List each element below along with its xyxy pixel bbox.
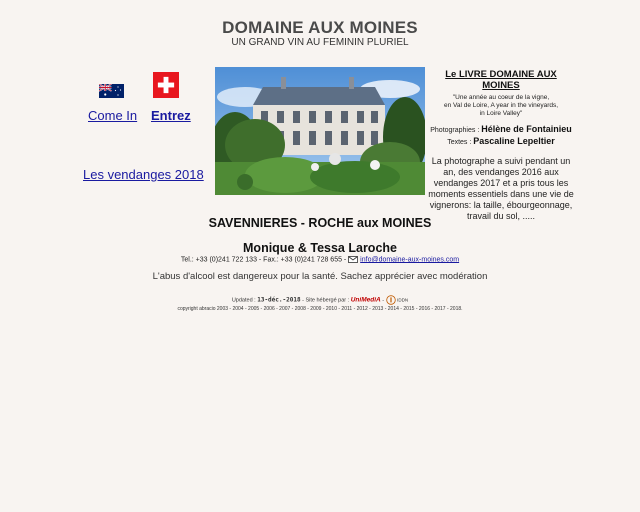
chateau-photo	[215, 67, 425, 195]
iddn-label: IDDN	[397, 297, 409, 303]
photo-credit: Photographies : Hélène de Fontainieu Textes : Pascaline Lepeltier	[430, 124, 572, 146]
updated-line: Updated : 13-déc.-2018 - Site hébergé par : UniMediA - IDDN	[231, 296, 409, 304]
australia-flag-icon[interactable]	[99, 84, 124, 98]
updated-date: 13-déc.-2018	[257, 296, 301, 304]
site-title: DOMAINE AUX MOINES	[222, 18, 418, 37]
book-quote: "Une année au coeur de la vigne, en Val de Loire, A year in the vineyards, in Loire Valley"	[443, 94, 559, 117]
book-panel	[426, 69, 576, 222]
copyright-line: copyright abracio 2003 - 2004 - 2005 - 2006 - 2007 - 2008 - 2009 - 2010 - 2011 - 2012 - 2013 - 2014 - 2015 - 2016 - 2017 - 2018.	[177, 306, 463, 312]
unimedia-logo[interactable]: UniMediA	[350, 296, 381, 304]
swiss-flag-icon[interactable]	[153, 72, 179, 98]
email-link[interactable]: info@domaine-aux-moines.com	[360, 256, 460, 264]
contact-line: Tel.: +33 (0)241 722 133 - Fax.: +33 (0)241 728 655 - info@domaine-aux-moines.com	[180, 256, 460, 264]
book-description: La photographe a suivi pendant un an, des vendanges 2016 aux vendanges 2017 et a pris tous les moments essentiels dans une vie de vignerons: la taille, ébourgeonnage, travail du sol, .....	[428, 156, 574, 221]
site-subtitle: UN GRAND VIN AU FEMININ PLURIEL	[231, 37, 409, 48]
entrez-link[interactable]: Entrez	[151, 108, 191, 123]
alcohol-warning: L'abus d'alcool est dangereux pour la santé. Sachez apprécier avec modération	[152, 271, 488, 282]
book-title-link[interactable]: Le LIVRE DOMAINE AUX MOINES	[445, 69, 557, 91]
envelope-icon	[348, 256, 358, 263]
come-in-link[interactable]: Come In	[88, 108, 138, 123]
vendanges-2018-link[interactable]: Les vendanges 2018	[83, 167, 204, 182]
iddn-logo-icon[interactable]	[386, 295, 396, 305]
appellation-heading: SAVENNIERES - ROCHE aux MOINES	[208, 216, 432, 230]
owners-heading: Monique & Tessa Laroche	[243, 241, 397, 255]
